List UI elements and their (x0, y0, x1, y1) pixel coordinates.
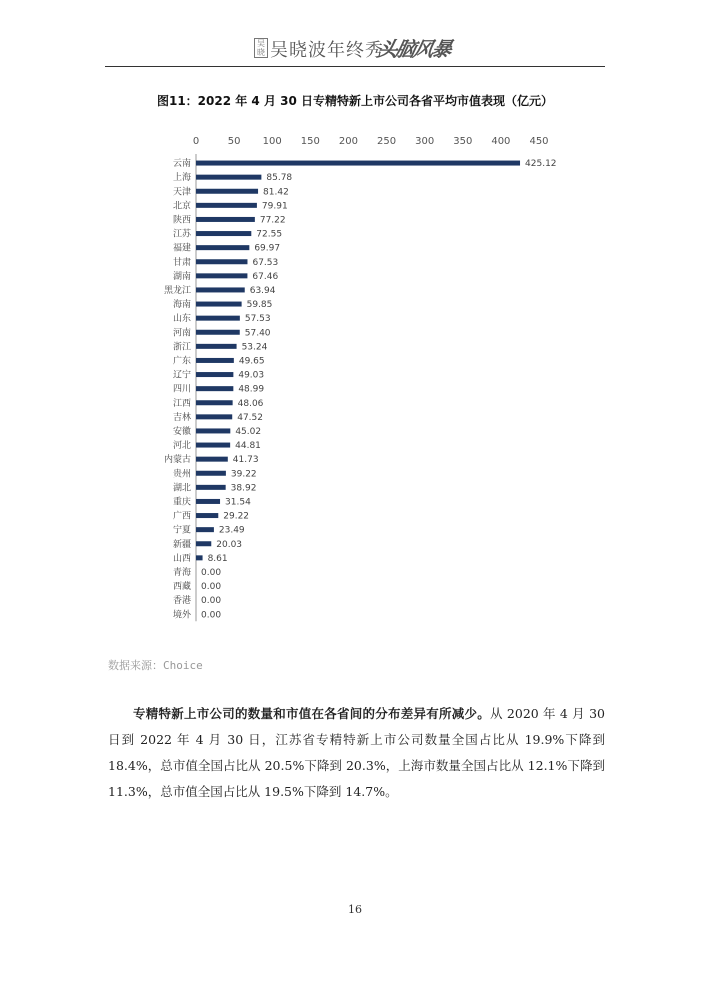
category-label: 甘肃 (172, 257, 191, 268)
bar (196, 414, 232, 419)
value-label: 49.03 (238, 370, 265, 381)
bar (196, 316, 240, 321)
category-label: 湖南 (172, 271, 191, 282)
category-label: 云南 (172, 159, 191, 170)
header-logo: 吴晓 (254, 38, 268, 58)
category-label: 河南 (172, 328, 191, 339)
body-paragraph (108, 701, 605, 805)
value-label: 63.94 (249, 285, 276, 296)
category-label: 香港 (172, 596, 191, 607)
value-label: 67.53 (252, 257, 279, 268)
category-label: 西藏 (172, 582, 191, 593)
value-label: 49.65 (238, 356, 265, 367)
data-source: 数据来源：Choice (108, 659, 203, 672)
page-number: 16 (348, 903, 362, 916)
x-tick-label: 200 (338, 136, 358, 147)
value-label: 57.40 (244, 328, 271, 339)
bar (196, 358, 234, 363)
category-label: 福建 (172, 243, 191, 254)
x-tick-label: 350 (453, 136, 473, 147)
value-label: 69.97 (254, 243, 281, 254)
category-label: 广西 (172, 511, 191, 522)
category-label: 宁夏 (172, 525, 191, 536)
bar (196, 400, 233, 405)
category-label: 山东 (172, 314, 191, 325)
category-label: 青海 (172, 567, 191, 578)
bars-group (164, 157, 557, 620)
category-label: 天津 (172, 187, 191, 198)
bar (196, 386, 233, 391)
paragraph-lead: 专精特新上市公司的数量和市值在各省间的分布差异有所减少。 (133, 705, 490, 721)
value-label: 0.00 (201, 582, 222, 593)
bar (196, 245, 249, 250)
category-label: 安徽 (172, 426, 191, 437)
value-label: 45.02 (235, 426, 262, 437)
value-label: 72.55 (256, 229, 283, 240)
value-label: 41.73 (232, 455, 259, 466)
x-tick-label: 150 (300, 136, 320, 147)
bar (196, 499, 220, 504)
value-label: 8.61 (207, 553, 228, 564)
category-label: 重庆 (172, 497, 191, 508)
category-label: 广东 (172, 356, 191, 367)
category-label: 新疆 (172, 539, 191, 550)
category-label: 陕西 (172, 215, 191, 226)
bar (196, 217, 255, 222)
paragraph-text: 从 2020 年 4 月 30 日到 2022 年 4 月 30 日，江苏省专精特新上市公司数量全国占比从 19.9%下降到 18.4%，总市值全国占比从 20.5%下降到 20.3%，上海市数量全国占比从 12.1%下降到 11.3%，总市值全国占比从 19.5%下降到 14.7%。 (108, 705, 605, 799)
value-label: 29.22 (223, 511, 250, 522)
category-label: 内蒙古 (163, 455, 191, 466)
value-label: 39.22 (230, 469, 257, 480)
category-label: 江西 (172, 398, 191, 409)
x-tick-label: 250 (377, 136, 397, 147)
bar (196, 287, 245, 292)
x-tick-label: 0 (192, 136, 200, 147)
value-label: 0.00 (201, 610, 222, 621)
category-label: 上海 (172, 173, 191, 184)
x-tick-label: 100 (262, 136, 282, 147)
category-label: 江苏 (172, 229, 191, 240)
category-label: 河北 (172, 441, 191, 452)
value-label: 57.53 (244, 314, 271, 325)
bar (196, 555, 203, 560)
value-label: 53.24 (241, 342, 268, 353)
value-label: 67.46 (252, 271, 279, 282)
bar (196, 471, 226, 476)
bar (196, 541, 211, 546)
category-label: 浙江 (172, 342, 191, 353)
bar (196, 457, 228, 462)
bar (196, 161, 520, 166)
category-label: 四川 (172, 384, 191, 395)
x-tick-label: 300 (415, 136, 435, 147)
value-label: 77.22 (259, 215, 286, 226)
bar (196, 344, 237, 349)
bar (196, 372, 233, 377)
bar (196, 175, 261, 180)
value-label: 0.00 (201, 567, 222, 578)
bar (196, 189, 258, 194)
value-label: 38.92 (230, 483, 257, 494)
bar (196, 443, 230, 448)
value-label: 48.06 (237, 398, 264, 409)
category-label: 海南 (172, 300, 191, 311)
bar (196, 273, 247, 278)
bar (196, 203, 257, 208)
value-label: 425.12 (525, 159, 557, 170)
category-label: 辽宁 (172, 370, 191, 381)
category-label: 黑龙江 (163, 285, 191, 296)
bar (196, 330, 240, 335)
header-title: 吴晓波年终秀 (270, 40, 384, 61)
value-label: 48.99 (238, 384, 265, 395)
x-tick-label: 400 (491, 136, 511, 147)
bar (196, 428, 230, 433)
x-tick-label: 450 (529, 136, 549, 147)
value-label: 44.81 (235, 441, 261, 452)
bar (196, 259, 247, 264)
value-label: 47.52 (237, 412, 263, 423)
value-label: 0.00 (201, 596, 222, 607)
brand-logo-text: 头脑风暴 (375, 37, 453, 61)
x-tick-label: 50 (227, 136, 241, 147)
bar (196, 302, 242, 307)
bar (196, 485, 226, 490)
value-label: 31.54 (225, 497, 251, 508)
value-label: 59.85 (246, 300, 273, 311)
category-label: 境外 (172, 610, 191, 621)
category-label: 贵州 (172, 469, 191, 480)
category-label: 吉林 (172, 412, 191, 423)
category-label: 北京 (172, 201, 191, 212)
value-label: 85.78 (266, 173, 293, 184)
figure-title: 图11：2022 年 4 月 30 日专精特新上市公司各省平均市值表现（亿元） (156, 94, 554, 108)
value-label: 20.03 (216, 539, 243, 550)
bar (196, 513, 218, 518)
bar (196, 231, 251, 236)
value-label: 81.42 (263, 187, 289, 198)
value-label: 23.49 (218, 525, 245, 536)
category-label: 山西 (172, 553, 191, 564)
category-label: 湖北 (172, 483, 191, 494)
bar (196, 527, 214, 532)
x-axis-ticks (193, 136, 549, 147)
value-label: 79.91 (261, 201, 288, 212)
